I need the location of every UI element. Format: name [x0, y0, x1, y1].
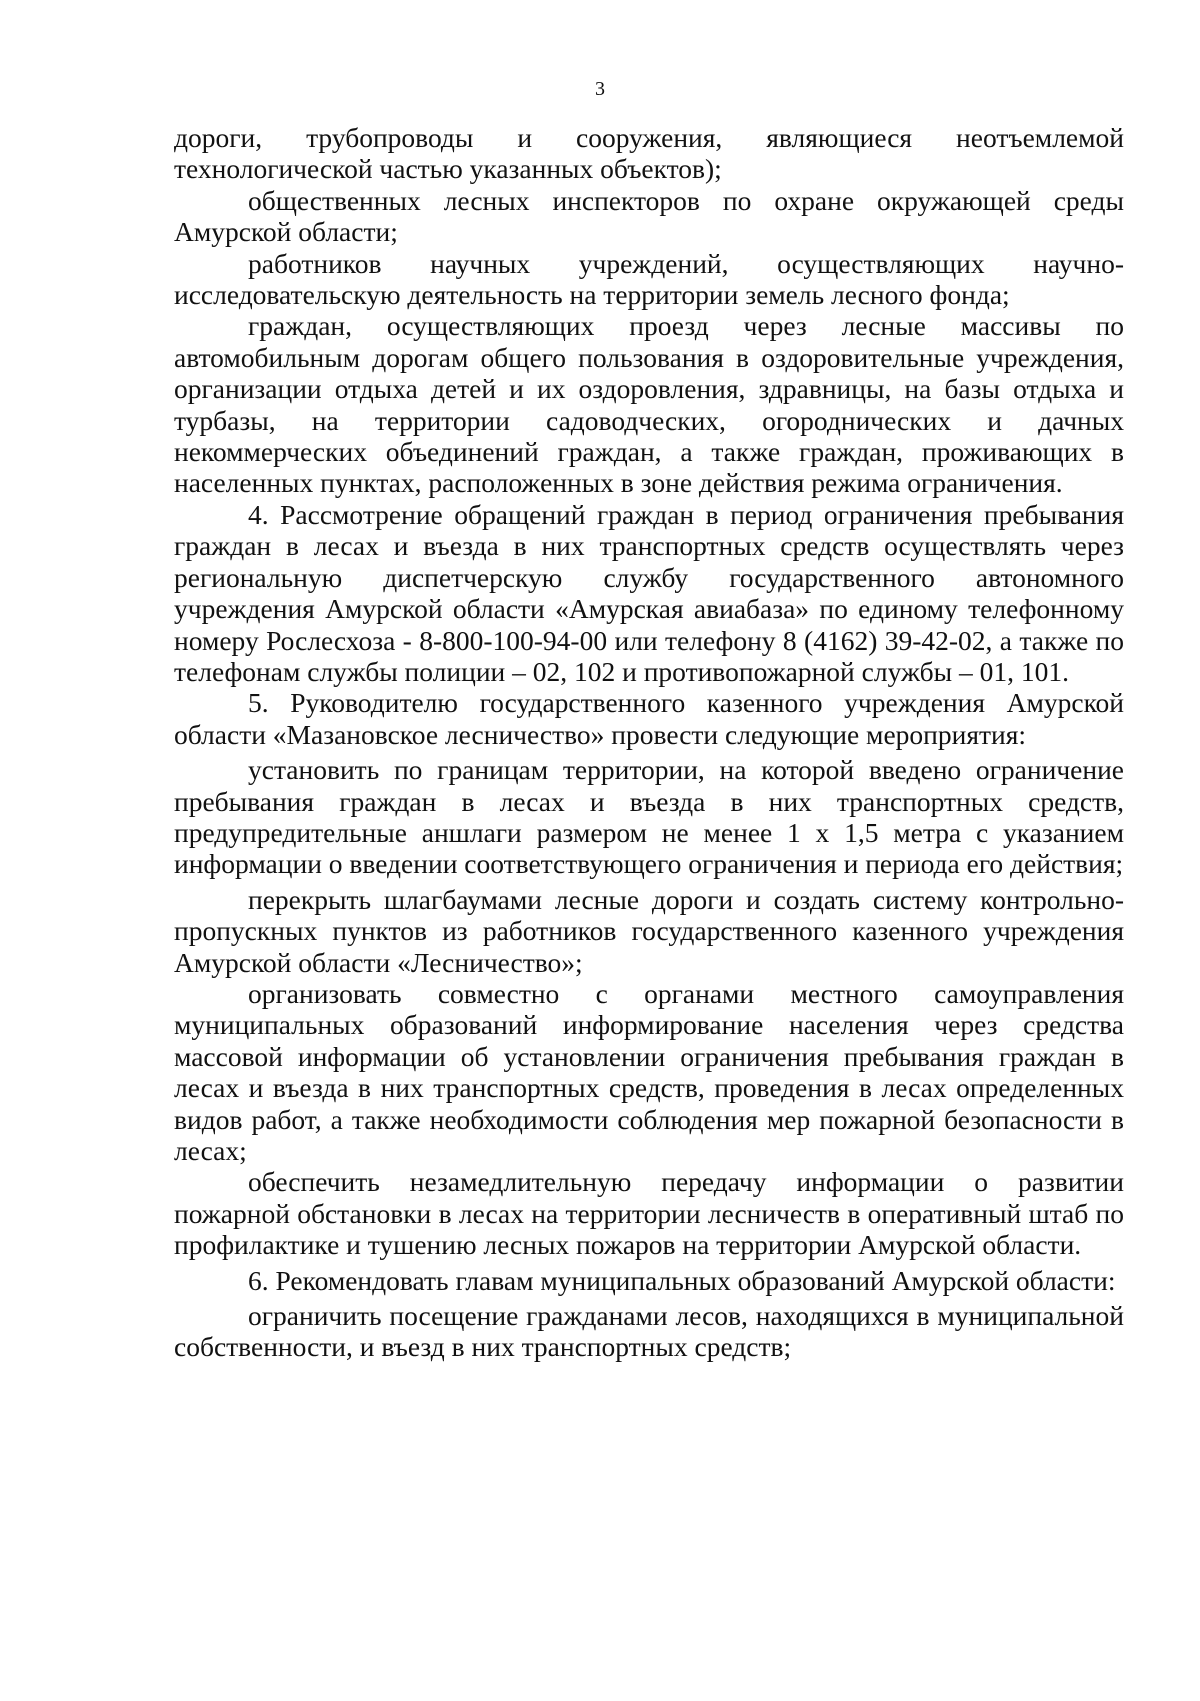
paragraph-block-roads: перекрыть шлагбаумами лесные дороги и создать систему контрольно-пропускных пунктов из работников государственного казенного учреждения Амурской области «Лесничество»;: [174, 883, 1124, 978]
paragraph-organize-informing: организовать совместно с органами местного самоуправления муниципальных образований информирование населения через средства массовой информации об установлении ограничения пребывания граждан в лесах и въезда в них транспортных средств, проведения в лесах определенных видов работ, а также необходимости соблюдения мер пожарной безопасности в лесах;: [174, 977, 1124, 1166]
paragraph-ensure-transfer: обеспечить незамедлительную передачу информации о развитии пожарной обстановки в лесах на территории лесничеств в оперативный штаб по профилактике и тушению лесных пожаров на территории Амурской области.: [174, 1166, 1124, 1261]
document-body: [174, 122, 1124, 1363]
paragraph-transit-citizens: граждан, осуществляющих проезд через лесные массивы по автомобильным дорогам общего пользования в оздоровительные учреждения, организации отдыха детей и их оздоровления, здравницы, на базы отдыха и турбазы, на территории садоводческих, огороднических и дачных некоммерческих объединений граждан, а также граждан, проживающих в населенных пунктах, расположенных в зоне действия режима ограничения.: [174, 310, 1124, 499]
paragraph-public-inspectors: общественных лесных инспекторов по охране окружающей среды Амурской области;: [174, 184, 1124, 248]
paragraph-item-6: 6. Рекомендовать главам муниципальных образований Амурской области:: [248, 1264, 1116, 1296]
paragraph-item-5: 5. Руководителю государственного казенного учреждения Амурской области «Мазановское лесничество» провести следующие мероприятия:: [174, 687, 1124, 750]
paragraph-restrict-visits: ограничить посещение гражданами лесов, находящихся в муниципальной собственности, и въезд в них транспортных средств;: [174, 1300, 1124, 1363]
paragraph-continuation: дороги, трубопроводы и сооружения, являющиеся неотъемлемой технологической частью указанных объектов);: [174, 122, 1124, 185]
paragraph-item-4: 4. Рассмотрение обращений граждан в период ограничения пребывания граждан в лесах и въезда в них транспортных средств осуществлять через региональную диспетчерскую службу государственного автономного учреждения Амурской области «Амурская авиабаза» по единому телефонному номеру Рослесхоза - 8-800-100-94-00 или телефону 8 (4162) 39-42-02, а также по телефонам службы полиции – 02, 102 и противопожарной службы – 01, 101.: [174, 498, 1124, 687]
paragraph-research-workers: работников научных учреждений, осуществляющих научно-исследовательскую деятельность на территории земель лесного фонда;: [174, 247, 1124, 311]
page-number: 3: [595, 78, 605, 100]
paragraph-install-signs: установить по границам территории, на которой введено ограничение пребывания граждан в лесах и въезда в них транспортных средств, предупредительные аншлаги размером не менее 1 х 1,5 метра с указанием информации о введении соответствующего ограничения и периода его действия;: [174, 754, 1124, 880]
